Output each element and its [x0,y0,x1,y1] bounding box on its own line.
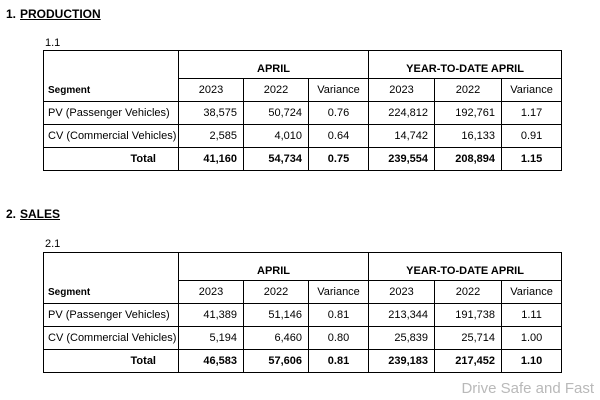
table-cell: 5,194 [179,327,244,350]
table-cell: 4,010 [244,125,309,148]
ytd-group-header: YEAR-TO-DATE APRIL [369,51,562,79]
table-cell: 191,738 [435,304,502,327]
subsection-number: 1.1 [45,37,61,49]
column-header: 2023 [369,281,435,304]
segment-column-header: Segment [44,253,179,304]
april-group-header: APRIL [179,253,369,281]
table-cell: 46,583 [179,350,244,373]
total-row [44,350,562,373]
table-cell: 57,606 [244,350,309,373]
row-label: CV (Commercial Vehicles) [44,327,179,350]
column-header: 2023 [179,79,244,102]
table-cell: 208,894 [435,148,502,171]
total-label: Total [44,350,179,373]
total-row [44,148,562,171]
table-cell: 224,812 [369,102,435,125]
table-cell: 38,575 [179,102,244,125]
total-label: Total [44,148,179,171]
production-table [43,50,562,171]
column-header: Variance [309,281,369,304]
table-cell: 16,133 [435,125,502,148]
section-heading-production [6,7,101,21]
column-header: 2023 [179,281,244,304]
table-header-row [44,253,562,281]
table-cell: 192,761 [435,102,502,125]
table-cell: 217,452 [435,350,502,373]
section-number: 1. [6,7,17,21]
table-cell: 1.15 [502,148,562,171]
table-cell: 0.64 [309,125,369,148]
section-heading-sales [6,207,60,221]
table-cell: 0.81 [309,350,369,373]
subsection-number: 2.1 [45,238,61,250]
table-row [44,327,562,350]
table-cell: 1.17 [502,102,562,125]
row-label: PV (Passenger Vehicles) [44,102,179,125]
column-header: Variance [502,281,562,304]
row-label: PV (Passenger Vehicles) [44,304,179,327]
table-cell: 25,714 [435,327,502,350]
table-cell: 0.91 [502,125,562,148]
table-cell: 213,344 [369,304,435,327]
table-cell: 0.80 [309,327,369,350]
table-cell: 0.81 [309,304,369,327]
table-cell: 239,183 [369,350,435,373]
column-header: 2023 [369,79,435,102]
table-cell: 2,585 [179,125,244,148]
sales-table [43,252,562,373]
ytd-group-header: YEAR-TO-DATE APRIL [369,253,562,281]
column-header: 2022 [435,79,502,102]
column-header: Variance [309,79,369,102]
april-group-header: APRIL [179,51,369,79]
table-cell: 41,389 [179,304,244,327]
column-header: Variance [502,79,562,102]
section-number: 2. [6,207,17,221]
table-cell: 1.00 [502,327,562,350]
table-cell: 0.75 [309,148,369,171]
row-label: CV (Commercial Vehicles) [44,125,179,148]
table-cell: 25,839 [369,327,435,350]
table-cell: 41,160 [179,148,244,171]
table-row [44,125,562,148]
table-row [44,102,562,125]
table-cell: 6,460 [244,327,309,350]
segment-column-header: Segment [44,51,179,102]
table-cell: 1.11 [502,304,562,327]
section-title: SALES [20,207,61,221]
watermark: Drive Safe and Fast [461,380,594,397]
table-cell: 239,554 [369,148,435,171]
column-header: 2022 [244,79,309,102]
table-cell: 50,724 [244,102,309,125]
table-cell: 54,734 [244,148,309,171]
table-cell: 1.10 [502,350,562,373]
table-header-row [44,51,562,79]
column-header: 2022 [244,281,309,304]
table-cell: 51,146 [244,304,309,327]
table-row [44,304,562,327]
table-cell: 14,742 [369,125,435,148]
table-cell: 0.76 [309,102,369,125]
column-header: 2022 [435,281,502,304]
section-title: PRODUCTION [20,7,101,21]
